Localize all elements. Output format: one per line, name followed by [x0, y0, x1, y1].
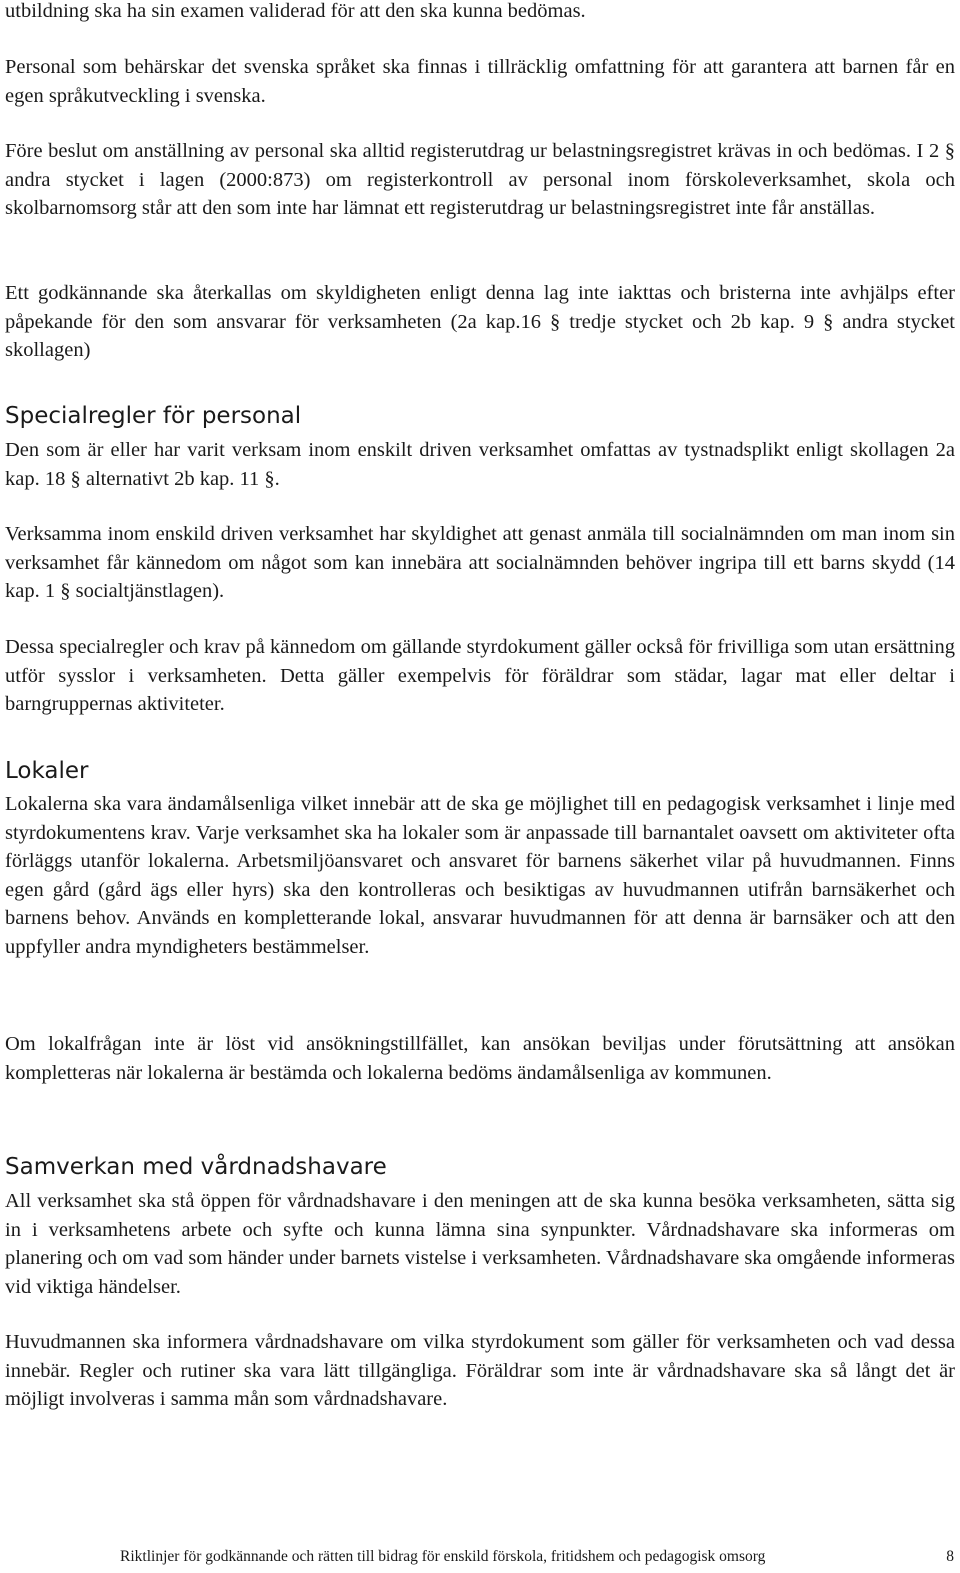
page-footer	[0, 1545, 960, 1569]
heading-samverkan: Samverkan med vårdnadshavare	[5, 1154, 387, 1180]
heading-specialregler: Specialregler för personal	[5, 403, 302, 429]
heading-lokaler: Lokaler	[5, 758, 89, 784]
paragraph-lokalfragan: Om lokalfrågan inte är löst vid ansökningstillfället, kan ansökan beviljas under förutsättning att ansökan kompletteras när lokalerna är bestämda och lokalerna bedöms ändamålsenliga av kommunen.	[5, 1033, 955, 1084]
paragraph-anmalningsplikt: Verksamma inom enskild driven verksamhet har skyldighet att genast anmäla till socialnämnden om man inom sin verksamhet får kännedom om något som kan innebära att socialnämnden behöver ingripa till ett barns skydd (14 kap. 1 § socialtjänstlagen).	[5, 523, 955, 602]
paragraph-validation: utbildning ska ha sin examen validerad för att den ska kunna bedömas.	[5, 0, 586, 22]
footer-title: Riktlinjer för godkännande och rätten till bidrag för enskild förskola, fritidshem och pedagogisk omsorg	[120, 1548, 766, 1565]
paragraph-information: Huvudmannen ska informera vårdnadshavare om vilka styrdokument som gäller för verksamheten och vad dessa innebär. Regler och rutiner ska vara lätt tillgängliga. Föräldrar som inte är vårdnadshavare ska så långt det är möjligt involveras i samma mån som vårdnadshavare.	[5, 1331, 955, 1410]
paragraph-registerutdrag: Före beslut om anställning av personal ska alltid registerutdrag ur belastningsregistret krävas in och bedömas. I 2 § andra stycket i lagen (2000:873) om registerkontroll av personal inom förskoleverksamhet, skola och skolbarnomsorg står att den som inte har lämnat ett registerutdrag ur belastningsregistret inte får anställas.	[5, 140, 955, 219]
paragraph-swedish-language: Personal som behärskar det svenska språket ska finnas i tillräcklig omfattning för att garantera att barnen får en egen språkutveckling i svenska.	[5, 56, 955, 107]
paragraph-tystnadsplikt: Den som är eller har varit verksam inom enskilt driven verksamhet omfattas av tystnadsplikt enligt skollagen 2a kap. 18 § alternativt 2b kap. 11 §.	[5, 439, 955, 490]
paragraph-frivilliga: Dessa specialregler och krav på kännedom om gällande styrdokument gäller också för frivilliga som utan ersättning utför sysslor i verksamheten. Detta gäller exempelvis för föräldrar som städar, lagar mat eller deltar i barngruppernas aktiviteter.	[5, 636, 955, 715]
page-number: 8	[946, 1548, 954, 1565]
paragraph-oppen-verksamhet: All verksamhet ska stå öppen för vårdnadshavare i den meningen att de ska kunna besöka verksamheten, sätta sig in i verksamhetens arbete och syfte och kunna lämna sina synpunkter. Vårdnadshavare ska informeras om planering och om vad som händer under barnets vistelse i verksamheten. Vårdnadshavare ska omgående informeras vid viktiga händelser.	[5, 1190, 955, 1298]
paragraph-lokaler: Lokalerna ska vara ändamålsenliga vilket innebär att de ska ge möjlighet till en pedagogisk verksamhet i linje med styrdokumentens krav. Varje verksamhet ska ha lokaler som är anpassade till barnantalet oavsett om aktiviteter ofta förläggs utanför lokalerna. Arbetsmiljöansvaret och ansvaret för barnens säkerhet vilar på huvudmannen. Finns egen gård (gård ägs eller hyrs) ska den kontrolleras och besiktigas av huvudmannen utifrån barnsäkerhet och barnens behov. Används en kompletterande lokal, ansvarar huvudmannen för att denna är barnsäker och att den uppfyller andra myndigheters bestämmelser.	[5, 793, 955, 958]
paragraph-aterkallande: Ett godkännande ska återkallas om skyldigheten enligt denna lag inte iakttas och bristerna inte avhjälps efter påpekande för den som ansvarar för verksamheten (2a kap.16 § tredje stycket och 2b kap. 9 § andra stycket skollagen)	[5, 282, 955, 361]
